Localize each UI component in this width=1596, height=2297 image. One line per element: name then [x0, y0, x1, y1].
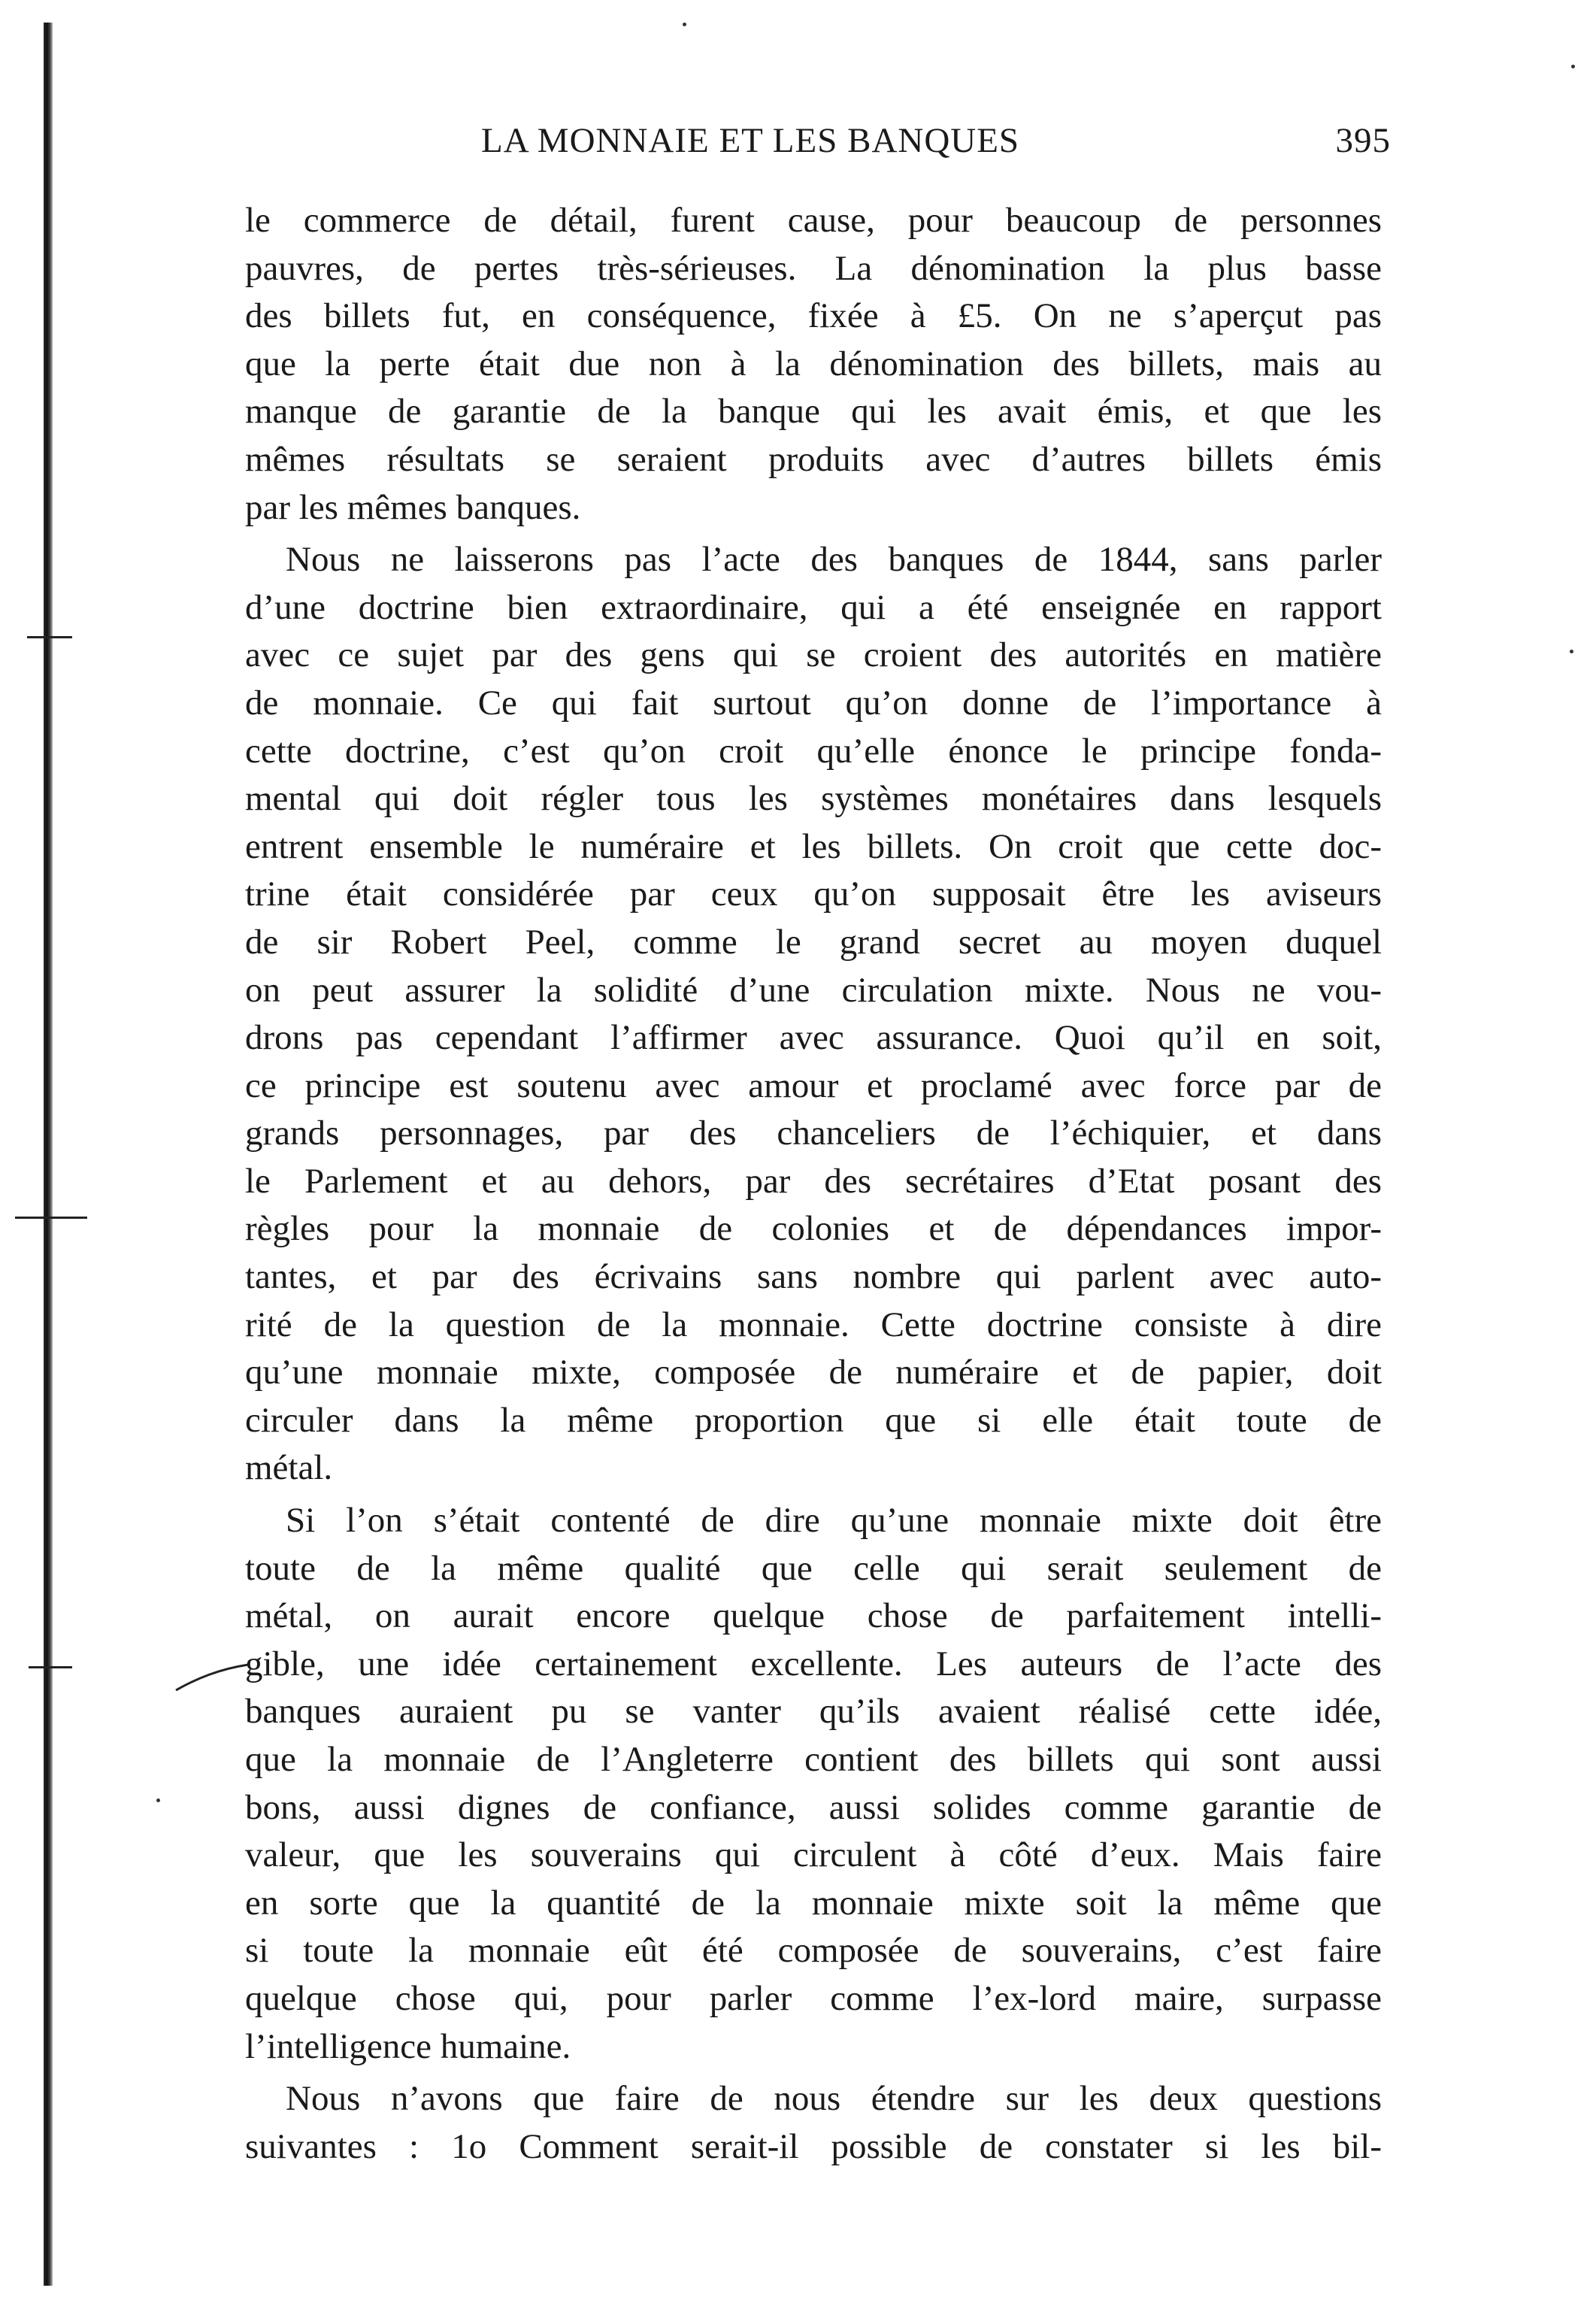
- text-line: cette doctrine, c’est qu’on croit qu’elle énonce le principe fonda-: [245, 731, 1382, 771]
- margin-tick-mark: [27, 636, 72, 638]
- text-line: quelque chose qui, pour parler comme l’ex-lord maire, surpasse: [245, 1978, 1382, 2018]
- text-line: Nous ne laisserons pas l’acte des banques de 1844, sans parler: [286, 540, 1382, 580]
- text-line: mêmes résultats se seraient produits avec d’autres billets émis: [245, 439, 1382, 479]
- book-binding-edge: [44, 23, 53, 2286]
- text-line: Nous n’avons que faire de nous étendre sur les deux questions: [286, 2079, 1382, 2119]
- text-line: par les mêmes banques.: [245, 487, 581, 527]
- text-line: circuler dans la même proportion que si elle était toute de: [245, 1400, 1382, 1440]
- text-line: de monnaie. Ce qui fait surtout qu’on donne de l’importance à: [245, 683, 1382, 723]
- text-line: le commerce de détail, furent cause, pour beaucoup de personnes: [245, 201, 1382, 240]
- text-line: toute de la même qualité que celle qui serait seulement de: [245, 1548, 1382, 1588]
- scan-speck: [1571, 65, 1575, 68]
- text-line: drons pas cependant l’affirmer avec assurance. Quoi qu’il en soit,: [245, 1018, 1382, 1058]
- text-line: ce principe est soutenu avec amour et proclamé avec force par de: [245, 1065, 1382, 1105]
- text-line: tantes, et par des écrivains sans nombre qui parlent avec auto-: [245, 1257, 1382, 1297]
- text-line: pauvres, de pertes très-sérieuses. La dénomination la plus basse: [245, 248, 1382, 288]
- text-line: métal.: [245, 1448, 333, 1488]
- text-line: grands personnages, par des chanceliers de l’échiquier, et dans: [245, 1114, 1382, 1153]
- text-line: que la perte était due non à la dénomination des billets, mais au: [245, 344, 1382, 383]
- margin-tick-mark: [15, 1217, 87, 1219]
- text-line: qu’une monnaie mixte, composée de numéraire et de papier, doit: [245, 1353, 1382, 1392]
- scan-speck: [156, 1799, 160, 1802]
- text-line: rité de la question de la monnaie. Cette doctrine consiste à dire: [245, 1305, 1382, 1344]
- text-line: banques auraient pu se vanter qu’ils avaient réalisé cette idée,: [245, 1692, 1382, 1732]
- header-title: LA MONNAIE ET LES BANQUES: [481, 121, 1020, 160]
- text-line: d’une doctrine bien extraordinaire, qui a été enseignée en rapport: [245, 587, 1382, 627]
- text-line: bons, aussi dignes de confiance, aussi solides comme garantie de: [245, 1787, 1382, 1827]
- text-line: des billets fut, en conséquence, fixée à £5. On ne s’aperçut pas: [245, 296, 1382, 336]
- text-line: que la monnaie de l’Angleterre contient des billets qui sont aussi: [245, 1740, 1382, 1779]
- scan-speck: [683, 23, 686, 26]
- text-line: valeur, que les souverains qui circulent à côté d’eux. Mais faire: [245, 1835, 1382, 1875]
- text-line: on peut assurer la solidité d’une circulation mixte. Nous ne vou-: [245, 970, 1382, 1010]
- text-line: en sorte que la quantité de la monnaie mixte soit la même que: [245, 1883, 1382, 1923]
- text-line: suivantes : 1o Comment serait-il possible de constater si les bil-: [245, 2126, 1382, 2166]
- text-line: si toute la monnaie eût été composée de souverains, c’est faire: [245, 1931, 1382, 1971]
- text-line: l’intelligence humaine.: [245, 2026, 571, 2066]
- page-number: 395: [1335, 121, 1391, 160]
- text-line: Si l’on s’était contenté de dire qu’une monnaie mixte doit être: [286, 1501, 1382, 1541]
- body-text: [245, 197, 1382, 2171]
- running-header: [241, 120, 1391, 173]
- margin-tick-mark: [29, 1666, 72, 1668]
- text-line: gible, une idée certainement excellente. Les auteurs de l’acte des: [245, 1644, 1382, 1683]
- text-line: métal, on aurait encore quelque chose de parfaitement intelli-: [245, 1596, 1382, 1636]
- text-line: règles pour la monnaie de colonies et de dépendances impor-: [245, 1209, 1382, 1249]
- text-line: le Parlement et au dehors, par des secrétaires d’Etat posant des: [245, 1161, 1382, 1201]
- text-line: de sir Robert Peel, comme le grand secret au moyen duquel: [245, 922, 1382, 962]
- text-line: manque de garantie de la banque qui les avait émis, et que les: [245, 392, 1382, 432]
- text-line: entrent ensemble le numéraire et les billets. On croit que cette doc-: [245, 826, 1382, 866]
- pen-annotation-mark: [174, 1662, 250, 1692]
- text-line: trine était considérée par ceux qu’on supposait être les aviseurs: [245, 874, 1382, 914]
- text-line: avec ce sujet par des gens qui se croient des autorités en matière: [245, 635, 1382, 675]
- scan-speck: [1570, 650, 1573, 653]
- text-line: mental qui doit régler tous les systèmes monétaires dans lesquels: [245, 779, 1382, 819]
